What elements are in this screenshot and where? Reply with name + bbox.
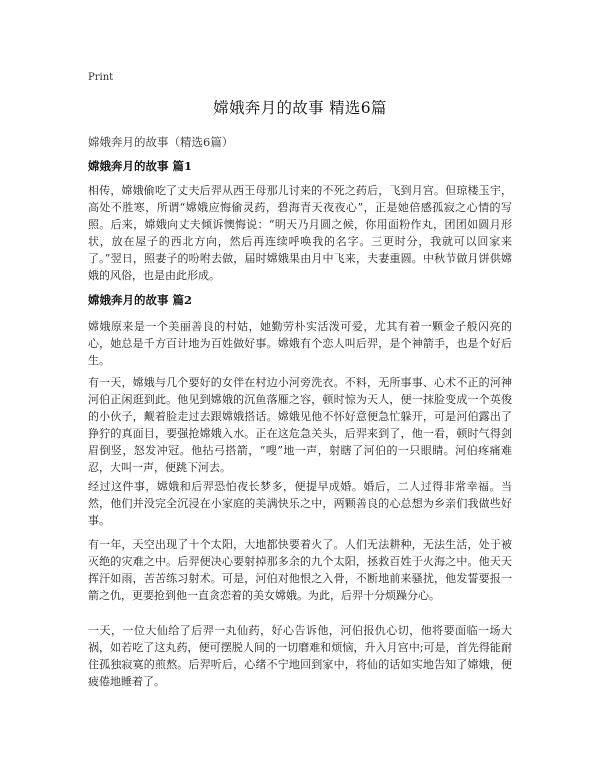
section-heading-1: 嫦娥奔月的故事 篇1	[88, 159, 193, 173]
paragraph-2-1: 嫦娥原来是一个美丽善良的村姑，她勤劳朴实活泼可爱，尤其有着一颗金子般闪亮的心，她总是千方百计地为百姓做好事。嫦娥有个恋人叫后羿，是个神箭手，也是个好后生。	[88, 320, 512, 367]
paragraph-2-2: 有一天，嫦娥与几个要好的女伴在村边小河旁洗衣。不料，无所事事、心术不正的河神河伯正闲逛到此。他见到嫦娥的沉鱼落雁之容，顿时惊为天人，便一抹脸变成一个英俊的小伙子，觍着脸走过去跟嫦娥搭话。嫦娥见他不怀好意便急忙躲开，可是河伯露出了狰狞的真面目，要强抢嫦娥入水。正在这危急关头，后羿来到了，他一看，顿时气得剑眉倒竖，怒发冲冠。他拈弓搭箭，“嗖”地一声，射瞎了河伯的一只眼睛。河伯疼痛难忍，大叫一声，便跳下河去。	[88, 376, 512, 474]
paragraph-1-1: 相传，嫦娥偷吃了丈夫后羿从西王母那儿讨来的不死之药后，飞到月宫。但琼楼玉宇，高处不胜寒，所谓“嫦娥应悔偷灵药，碧海青天夜夜心”，正是她倍感孤寂之心情的写照。后来，嫦娥向丈夫倾诉懊悔说：“明天乃月圆之候，你用面粉作丸，团团如圆月形状，放在屋子的西北方向，然后再连续呼唤我的名字。三更时分，我就可以回家来了。”翌日，照妻子的吩咐去做，届时嫦娥果由月中飞来，夫妻重圆。中秋节做月饼供嫦娥的风俗，也是由此形成。	[88, 184, 512, 282]
document-subtitle: 嫦娥奔月的故事（精选6篇）	[88, 135, 234, 149]
paragraph-2-3: 经过这件事，嫦娥和后羿恐怕夜长梦多，便提早成婚。婚后，二人过得非常幸福。当然，他们并没完全沉浸在小家庭的美满快乐之中，两颗善良的心总想为乡亲们我做些好事。	[88, 480, 512, 527]
paragraph-2-4: 有一年，天空出现了十个太阳，大地都快要着火了。人们无法耕种，无法生活，处于被灭绝的灾难之中。后羿便决心要射掉那多余的九个太阳，拯救百姓于火海之中。他天天挥汗如雨，苦苦练习射术。可是，河伯对他恨之入骨，不断地前来骚扰，他发誓要报一箭之仇，更要抢到他一直贪恋着的美女嫦娥。为此，后羿十分烦躁分心。	[88, 538, 512, 602]
section-heading-2: 嫦娥奔月的故事 篇2	[88, 293, 193, 307]
document-title: 嫦娥奔月的故事 精选6篇	[213, 99, 387, 117]
print-label[interactable]: Print	[88, 72, 114, 83]
paragraph-2-5: 一天，一位大仙给了后羿一丸仙药，好心告诉他，河伯报仇心切，他将要面临一场大祸，如若吃了这丸药，便可摆脱人间的一切磨难和烦恼，升入月宫中;可是，首先得能耐住孤独寂寞的煎熬。后羿听后，心绪不宁地回到家中，将仙的话如实地告知了嫦娥，便疲倦地睡着了。	[88, 624, 512, 688]
